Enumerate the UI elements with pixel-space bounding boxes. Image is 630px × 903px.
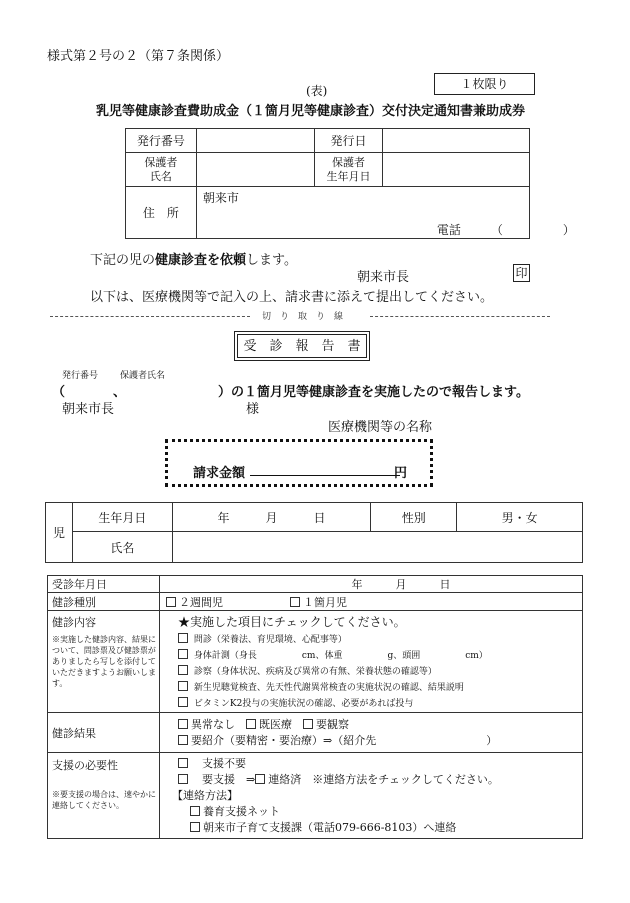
type-1month-checkbox[interactable] [290, 597, 300, 607]
address-field[interactable] [196, 187, 575, 239]
child-table [45, 502, 583, 563]
report-comma: 、 [113, 385, 127, 400]
result-normal-checkbox[interactable] [178, 719, 188, 729]
request-text: 下記の児の健康診査を依頼します。 [90, 253, 297, 268]
support-needed-checkbox[interactable] [178, 774, 188, 784]
content-item-list [178, 632, 582, 712]
report-open-paren: （ [52, 385, 66, 400]
child-dob-label: 生年月日 [72, 503, 172, 532]
contact-net-checkbox[interactable] [190, 806, 200, 816]
exam-date-label: 受診年月日 [48, 576, 160, 593]
content-item[interactable]: 問診（栄養法、育児環境、心配事等） [178, 632, 582, 648]
guardian-dob-field[interactable] [383, 153, 530, 187]
contact-method-label: 【連絡方法】 [172, 789, 238, 802]
cut-line-right [370, 316, 550, 317]
support-none-checkbox[interactable] [178, 758, 188, 768]
type-1month-label: １箇月児 [303, 595, 347, 609]
exam-result-field: 異常なし 既医療 要観察 要紹介（要精密・要治療）⇒（紹介先 ） [160, 713, 583, 753]
exam-date-field[interactable]: 年 月 日 [160, 576, 583, 593]
support-field: 支援不要 要支援 ⇒ 連絡済 ※連絡方法をチェックしてください。 【連絡方法】 養育支援ネット 朝来市子育て支援課（電話079-666-8103）へ連絡 [160, 753, 583, 839]
city-text: 朝来市 [202, 191, 239, 205]
support-note: ※要支援の場合は、速やかに連絡してください。 [52, 790, 156, 810]
content-item[interactable]: ビタミンK2投与の実施状況の確認、必要があれば投与 [178, 696, 582, 712]
cut-line-label: 切 り 取 り 線 [262, 312, 344, 322]
mayor-label: 朝来市長 [357, 270, 410, 285]
report-mayor: 朝来市長 [62, 402, 115, 417]
issue-date-field[interactable] [383, 129, 530, 153]
report-issue-no-label: 発行番号 [62, 371, 99, 381]
exam-content-label-cell [48, 611, 160, 713]
type-2week-label: ２週間児 [179, 595, 223, 609]
page-title: 乳児等健康診査費助成金（１箇月児等健康診査）交付決定通知書兼助成券 [96, 104, 526, 119]
content-item[interactable]: 新生児聴覚検査、先天性代謝異常検査の実施状況の確認、結果説明 [178, 680, 582, 696]
result-existing-checkbox[interactable] [246, 719, 256, 729]
result-referral-checkbox[interactable] [178, 735, 188, 745]
child-sex-field[interactable]: 男・女 [457, 503, 583, 532]
instruction-text: 以下は、医療機関等で記入の上、請求書に添えて提出してください。 [90, 290, 494, 305]
omote-label: (表) [306, 84, 328, 98]
issue-date-label: 発行日 [314, 129, 383, 153]
issue-no-label: 発行番号 [126, 129, 197, 153]
child-label: 児 [46, 503, 73, 563]
exam-content-field [160, 611, 583, 713]
child-dob-field[interactable]: 年 月 日 [172, 503, 371, 532]
contact-city-checkbox[interactable] [190, 822, 200, 832]
form-number: 様式第２号の２（第７条関係） [47, 49, 230, 64]
exam-result-label: 健診結果 [48, 713, 160, 753]
content-item[interactable]: 身体計測（身長 cm、体重 g、頭囲 cm） [178, 648, 582, 664]
content-header: ★実施した項目にチェックしてください。 [178, 615, 406, 629]
content-item-checkbox[interactable] [178, 633, 188, 643]
phone-text: 電話 （ ） [436, 223, 575, 237]
content-item-checkbox[interactable] [178, 681, 188, 691]
address-label: 住 所 [126, 187, 197, 239]
content-item-checkbox[interactable] [178, 665, 188, 675]
type-2week-checkbox[interactable] [166, 597, 176, 607]
support-label: 支援の必要性 [52, 759, 118, 772]
child-name-field[interactable] [172, 532, 582, 563]
guardian-name-label: 保護者 氏名 [126, 153, 197, 187]
child-sex-label: 性別 [371, 503, 457, 532]
cut-line-left [50, 316, 250, 317]
seal-mark: 印 [513, 264, 530, 282]
result-observe-checkbox[interactable] [303, 719, 313, 729]
report-sama: 様 [246, 402, 260, 417]
child-name-label: 氏名 [72, 532, 172, 563]
institution-name-label: 医療機関等の名称 [328, 420, 433, 435]
exam-table [47, 575, 583, 839]
report-title: 受 診 報 告 書 [237, 334, 367, 358]
report-title-frame [234, 331, 370, 361]
issue-no-field[interactable] [196, 129, 314, 153]
limit-box: １枚限り [434, 73, 535, 95]
report-sentence: ）の１箇月児等健康診査を実施したので報告します。 [218, 385, 529, 400]
exam-type-field [160, 593, 583, 611]
guardian-dob-label: 保護者 生年月日 [314, 153, 383, 187]
exam-content-label: 健診内容 [52, 616, 96, 629]
content-item-checkbox[interactable] [178, 697, 188, 707]
claim-underline [250, 475, 400, 476]
report-guardian-label: 保護者氏名 [120, 371, 166, 381]
support-label-cell [48, 753, 160, 839]
support-contacted-checkbox[interactable] [255, 774, 265, 784]
issue-info-table [125, 128, 575, 239]
content-item-checkbox[interactable] [178, 649, 188, 659]
claim-label: 請求金額 [193, 466, 246, 481]
guardian-name-field[interactable] [196, 153, 314, 187]
exam-type-label: 健診種別 [48, 593, 160, 611]
claim-unit: 円 [394, 466, 408, 481]
exam-content-note: ※実施した健診内容、結果について、問診票及び健診票がありましたら写しを添付していただきますようお願いします。 [52, 635, 156, 688]
content-item[interactable]: 診察（身体状況、疾病及び異常の有無、栄養状態の確認等） [178, 664, 582, 680]
